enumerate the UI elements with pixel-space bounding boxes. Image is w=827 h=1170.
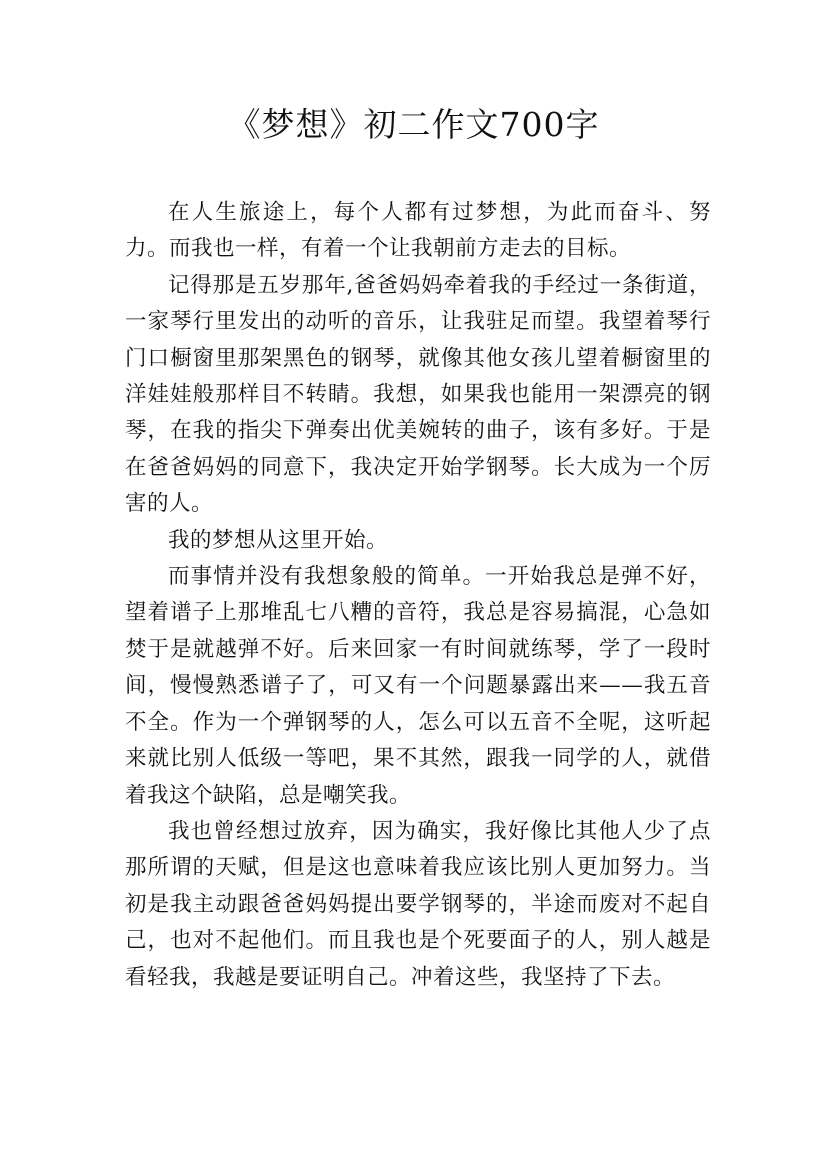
document-body <box>125 195 711 996</box>
paragraph-3: 我的梦想从这里开始。 <box>168 527 389 553</box>
paragraph-4: 而事情并没有我想象般的简单。一开始我总是弹不好，望着谱子上那堆乱七八糟的音符，我总是容易搞混，心急如焚于是就越弹不好。后来回家一有时间就练琴，学了一段时间，慢慢熟悉谱子了，可又有一个问题暴露出来——我五音不全。作为一个弹钢琴的人，怎么可以五音不全呢，这听起来就比别人低级一等吧，果不其然，跟我一同学的人，就借着我这个缺陷，总是嘲笑我。 <box>125 564 711 808</box>
paragraph-2: 记得那是五岁那年,爸爸妈妈牵着我的手经过一条街道，一家琴行里发出的动听的音乐，让我驻足而望。我望着琴行门口橱窗里那架黑色的钢琴，就像其他女孩儿望着橱窗里的洋娃娃般那样目不转睛。我想，如果我也能用一架漂亮的钢琴，在我的指尖下弹奏出优美婉转的曲子，该有多好。于是在爸爸妈妈的同意下，我决定开始学钢琴。长大成为一个厉害的人。 <box>125 272 711 517</box>
paragraph-1: 在人生旅途上，每个人都有过梦想，为此而奋斗、努力。而我也一样，有着一个让我朝前方走去的目标。 <box>125 200 711 262</box>
paragraph-5: 我也曾经想过放弃，因为确实，我好像比其他人少了点那所谓的天赋，但是这也意味着我应该比别人更加努力。当初是我主动跟爸爸妈妈提出要学钢琴的，半途而废对不起自己，也对不起他们。而且我也是个死要面子的人，别人越是看轻我，我越是要证明自己。冲着这些，我坚持了下去。 <box>125 818 711 990</box>
document-title: 《梦想》初二作文700字 <box>227 105 600 144</box>
